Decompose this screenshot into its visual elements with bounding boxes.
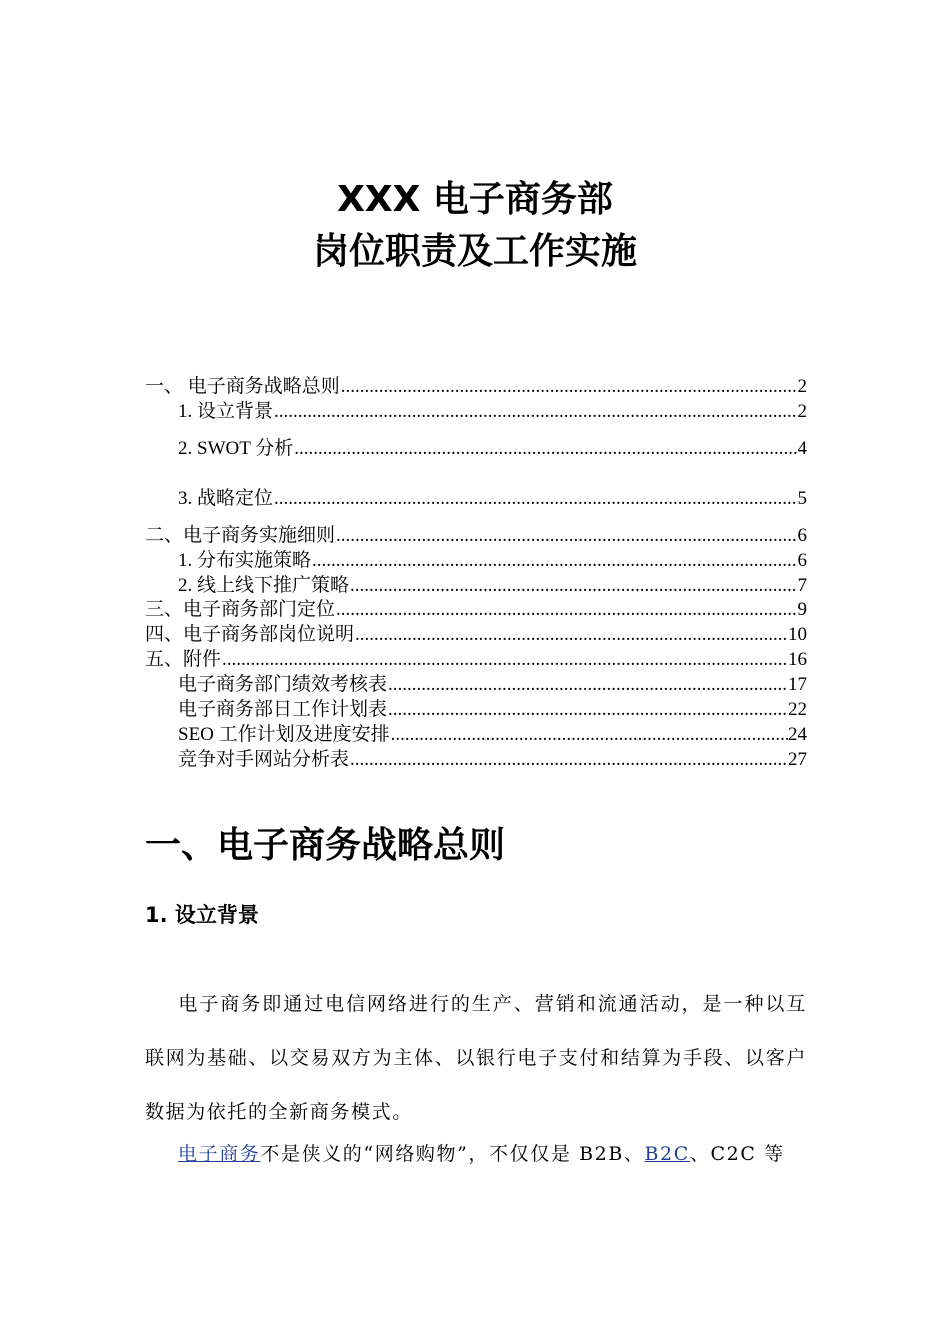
toc-entry[interactable] (178, 698, 807, 722)
toc-entry[interactable] (178, 400, 807, 424)
toc-entry[interactable] (178, 574, 807, 598)
b2c-link[interactable]: B2C (644, 1143, 690, 1165)
toc-entry-page: 2 (797, 401, 807, 422)
toc-entry-page: 9 (797, 599, 807, 620)
toc-entry-page: 16 (788, 649, 807, 670)
toc-leader (388, 673, 788, 697)
toc-entry-page: 6 (797, 550, 807, 571)
ecommerce-link[interactable]: 电子商务 (178, 1143, 261, 1165)
toc-leader (336, 598, 797, 622)
toc-leader (391, 723, 788, 747)
toc-entry[interactable] (178, 748, 807, 772)
toc-entry[interactable] (178, 437, 807, 461)
body-paragraph (145, 1127, 807, 1181)
paragraph-text: 电子商务即通过电信网络进行的生产、营销和流通活动，是一种以互联网为基础、以交易双方为主体、以银行电子支付和结算为手段、以客户数据为依托的全新商务模式。 (145, 993, 807, 1123)
toc-entry[interactable] (145, 375, 807, 399)
toc-entry-title: 五、附件 (145, 649, 222, 670)
toc-leader (336, 524, 797, 548)
toc-entry-page: 24 (788, 724, 807, 745)
toc-entry-title: 电子商务部日工作计划表 (178, 699, 388, 720)
paragraph-text: 、C2C 等 (689, 1143, 785, 1165)
toc-entry-page: 22 (788, 699, 807, 720)
toc-entry-title: 一、 电子商务战略总则 (145, 376, 340, 397)
toc-entry[interactable] (178, 487, 807, 511)
toc-entry-page: 5 (797, 488, 807, 509)
toc-leader (312, 549, 797, 573)
toc-entry-title: 2. SWOT 分析 (178, 438, 294, 459)
toc-entry-page: 10 (788, 624, 807, 645)
toc-entry[interactable] (178, 673, 807, 697)
toc-entry-title: SEO 工作计划及进度安排 (178, 724, 390, 745)
toc-leader (350, 748, 788, 772)
toc-entry[interactable] (178, 723, 807, 747)
toc-entry-title: 1. 分布实施策略 (178, 550, 312, 571)
toc-entry[interactable] (145, 648, 807, 672)
toc-entry-title: 2. 线上线下推广策略 (178, 575, 350, 596)
toc-leader (388, 698, 788, 722)
toc-entry[interactable] (178, 549, 807, 573)
toc-entry-title: 四、电子商务部岗位说明 (145, 624, 355, 645)
toc-entry-title: 竞争对手网站分析表 (178, 749, 350, 770)
toc-entry-page: 2 (797, 376, 807, 397)
section-heading: 一、电子商务战略总则 (145, 825, 506, 866)
toc-leader (350, 574, 797, 598)
toc-entry-title: 3. 战略定位 (178, 488, 274, 509)
toc-leader (274, 400, 797, 424)
toc-entry[interactable] (145, 623, 807, 647)
document-title-line-1: XXX 电子商务部 (337, 179, 613, 220)
toc-entry-title: 三、电子商务部门定位 (145, 599, 336, 620)
toc-leader (274, 487, 797, 511)
toc-entry-title: 1. 设立背景 (178, 401, 274, 422)
toc-entry-title: 电子商务部门绩效考核表 (178, 674, 388, 695)
toc-entry-page: 7 (797, 575, 807, 596)
toc-entry-page: 6 (797, 525, 807, 546)
paragraph-text: 不是侠义的“网络购物”，不仅仅是 B2B、 (260, 1143, 645, 1165)
toc-leader (294, 437, 797, 461)
toc-entry-page: 17 (788, 674, 807, 695)
toc-entry[interactable] (145, 598, 807, 622)
toc-entry-page: 27 (788, 749, 807, 770)
toc-entry-page: 4 (797, 438, 807, 459)
document-title-line-2: 岗位职责及工作实施 (312, 231, 637, 272)
body-paragraph (145, 977, 807, 1139)
toc-entry[interactable] (145, 524, 807, 548)
toc-leader (341, 375, 798, 399)
subsection-heading: 1. 设立背景 (145, 903, 259, 927)
toc-entry-title: 二、电子商务实施细则 (145, 525, 336, 546)
toc-leader (222, 648, 788, 672)
toc-leader (355, 623, 788, 647)
